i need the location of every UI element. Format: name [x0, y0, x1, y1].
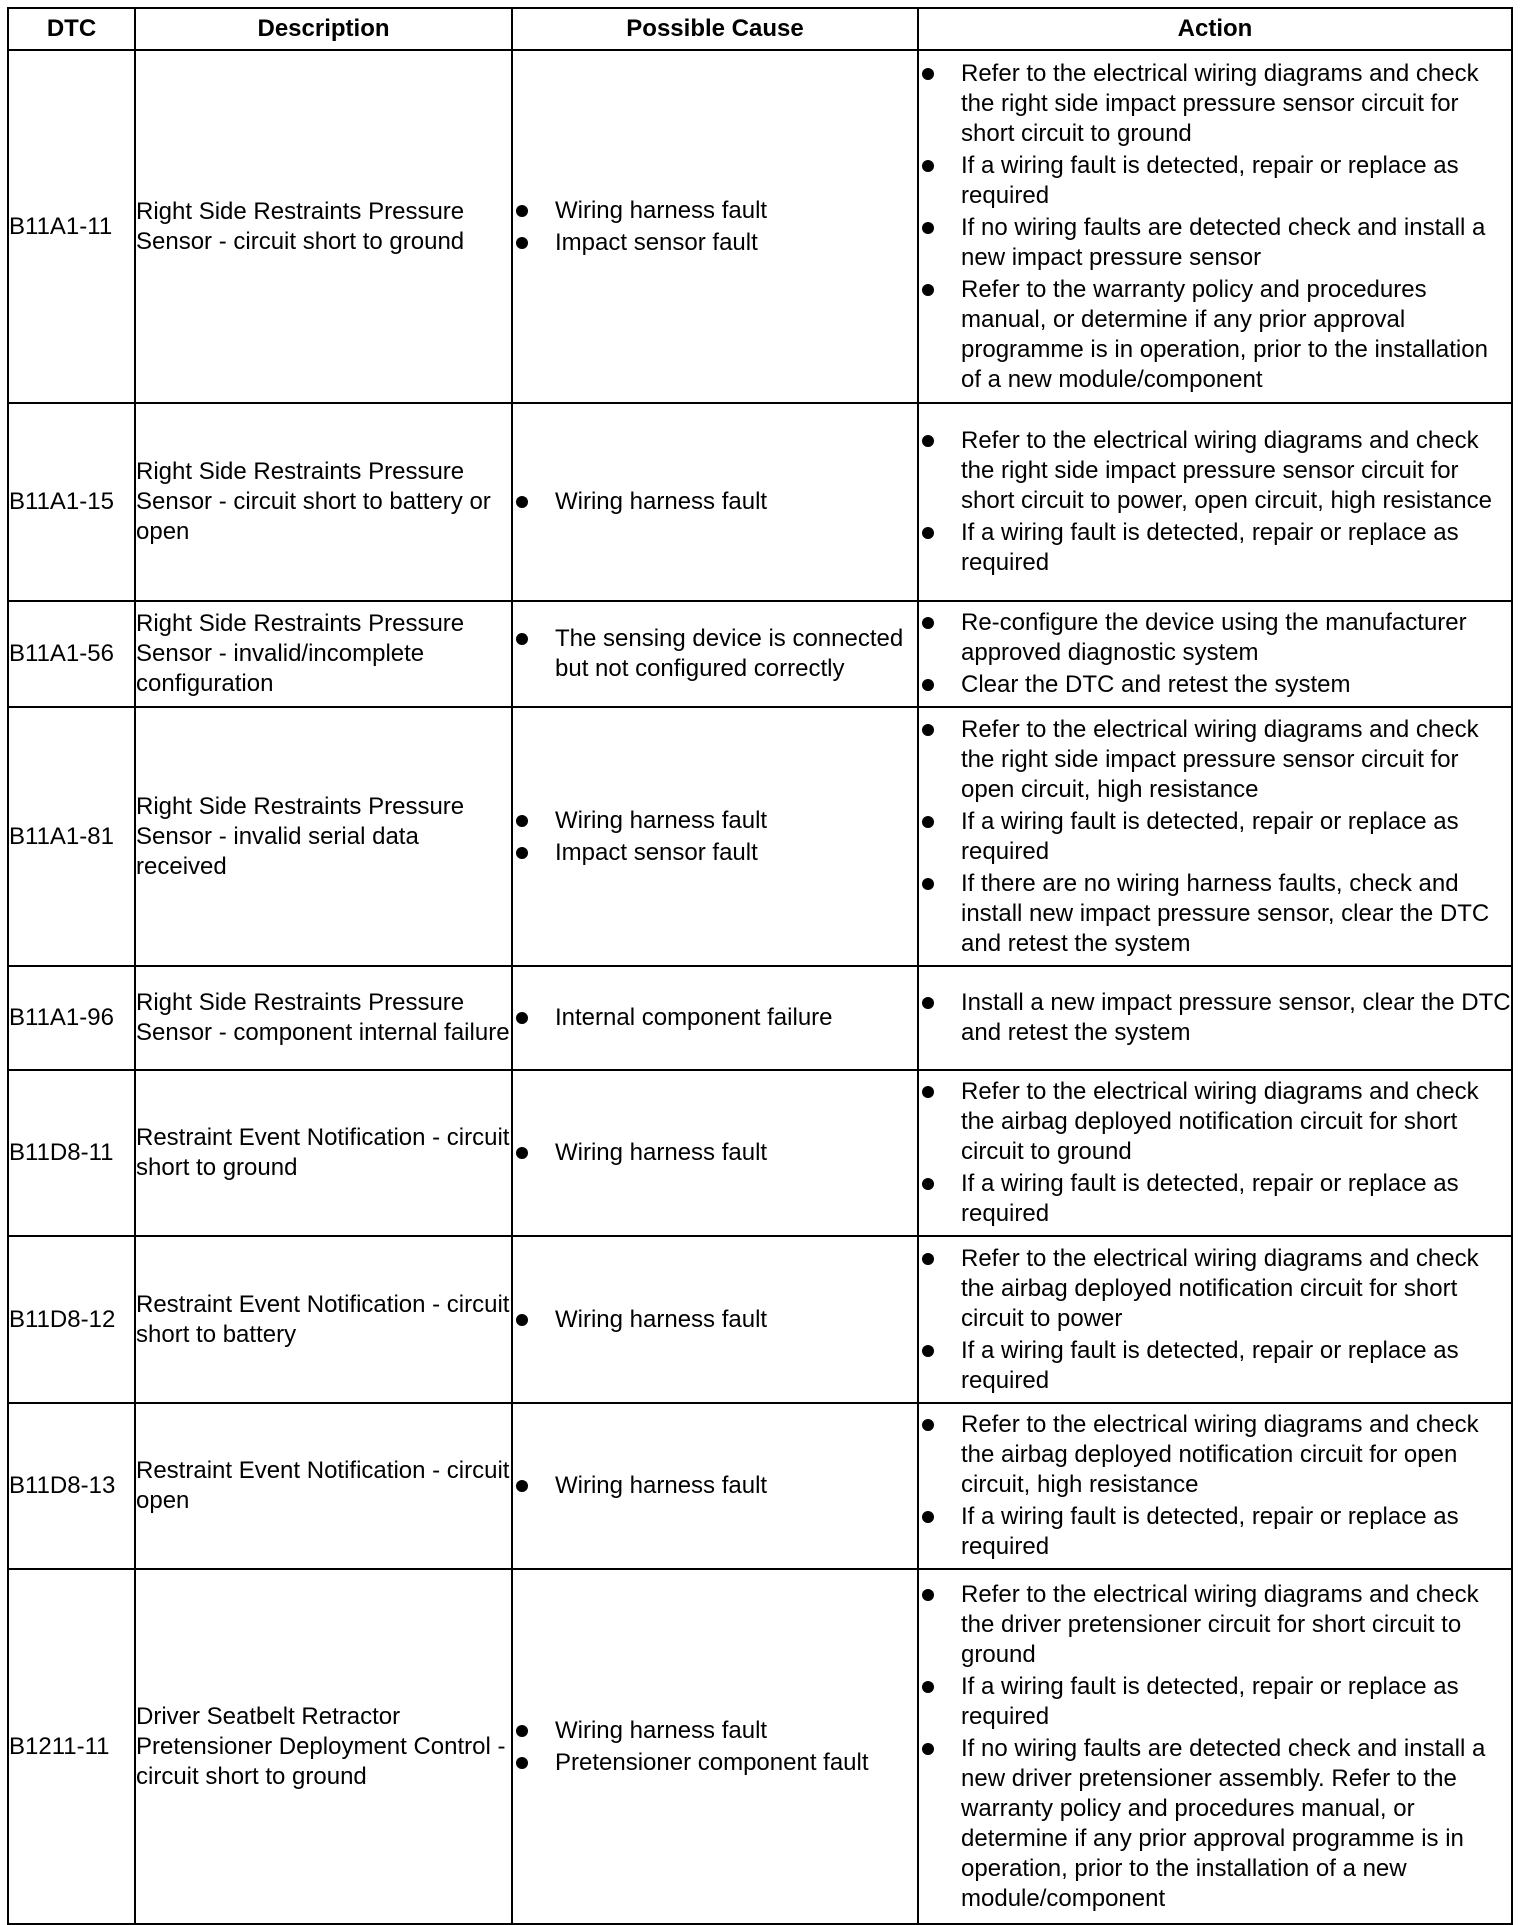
dtc-code: B11A1-96: [8, 966, 135, 1070]
dtc-code: B1211-11: [8, 1569, 135, 1924]
dtc-code: B11D8-13: [8, 1403, 135, 1569]
action-cell: [918, 50, 1512, 403]
cause-list: [513, 1471, 917, 1501]
possible-cause-cell: [512, 601, 918, 707]
action-item: Refer to the electrical wiring diagrams and check the driver pretensioner circuit for short circuit to ground: [919, 1580, 1511, 1670]
possible-cause-cell: [512, 1070, 918, 1236]
action-cell: [918, 707, 1512, 966]
action-list: [919, 715, 1511, 959]
cause-list: [513, 1003, 917, 1033]
dtc-description: Restraint Event Notification - circuit short to battery: [135, 1236, 512, 1403]
table-row: [8, 1569, 1512, 1924]
dtc-description: Right Side Restraints Pressure Sensor - invalid/incomplete configuration: [135, 601, 512, 707]
action-item: If a wiring fault is detected, repair or replace as required: [919, 1169, 1511, 1229]
action-item: If no wiring faults are detected check and install a new driver pretensioner assembly. Refer to the warranty policy and procedures manual, or determine if any prior approval programme is in operation, prior to the installation of a new module/component: [919, 1734, 1511, 1914]
action-item: Install a new impact pressure sensor, clear the DTC and retest the system: [919, 988, 1511, 1048]
cause-item: The sensing device is connected but not configured correctly: [513, 624, 917, 684]
cause-list: [513, 624, 917, 684]
action-list: [919, 1410, 1511, 1562]
action-item: If a wiring fault is detected, repair or replace as required: [919, 1672, 1511, 1732]
table-row: [8, 1403, 1512, 1569]
table-row: [8, 1070, 1512, 1236]
cause-list: [513, 1305, 917, 1335]
action-item: Refer to the warranty policy and procedures manual, or determine if any prior approval programme is in operation, prior to the installation of a new module/component: [919, 275, 1511, 395]
cause-item: Internal component failure: [513, 1003, 917, 1033]
table-header: [8, 8, 1512, 50]
table-body: [8, 50, 1512, 1924]
cause-list: [513, 806, 917, 868]
action-list: [919, 426, 1511, 578]
action-list: [919, 59, 1511, 395]
action-item: Re-configure the device using the manufacturer approved diagnostic system: [919, 608, 1511, 668]
cause-item: Wiring harness fault: [513, 1138, 917, 1168]
action-cell: [918, 1236, 1512, 1403]
cause-item: Wiring harness fault: [513, 196, 917, 226]
action-item: Refer to the electrical wiring diagrams and check the right side impact pressure sensor circuit for short circuit to ground: [919, 59, 1511, 149]
action-item: Refer to the electrical wiring diagrams and check the airbag deployed notification circuit for open circuit, high resistance: [919, 1410, 1511, 1500]
dtc-description: Right Side Restraints Pressure Sensor - invalid serial data received: [135, 707, 512, 966]
dtc-description: Restraint Event Notification - circuit short to ground: [135, 1070, 512, 1236]
cause-list: [513, 196, 917, 258]
cause-list: [513, 1716, 917, 1778]
header-description: Description: [135, 8, 512, 50]
cause-item: Wiring harness fault: [513, 806, 917, 836]
cause-item: Wiring harness fault: [513, 1305, 917, 1335]
action-item: If a wiring fault is detected, repair or replace as required: [919, 1336, 1511, 1396]
possible-cause-cell: [512, 50, 918, 403]
action-item: Refer to the electrical wiring diagrams and check the right side impact pressure sensor circuit for short circuit to power, open circuit, high resistance: [919, 426, 1511, 516]
possible-cause-cell: [512, 966, 918, 1070]
action-list: [919, 988, 1511, 1048]
header-possible-cause: Possible Cause: [512, 8, 918, 50]
cause-item: Pretensioner component fault: [513, 1748, 917, 1778]
action-item: If a wiring fault is detected, repair or replace as required: [919, 1502, 1511, 1562]
possible-cause-cell: [512, 1403, 918, 1569]
dtc-description: Right Side Restraints Pressure Sensor - circuit short to ground: [135, 50, 512, 403]
action-item: Clear the DTC and retest the system: [919, 670, 1511, 700]
table-row: [8, 601, 1512, 707]
cause-item: Impact sensor fault: [513, 228, 917, 258]
possible-cause-cell: [512, 1236, 918, 1403]
cause-list: [513, 1138, 917, 1168]
dtc-description: Right Side Restraints Pressure Sensor - circuit short to battery or open: [135, 403, 512, 601]
table-row: [8, 707, 1512, 966]
table-row: [8, 1236, 1512, 1403]
dtc-table: [7, 7, 1513, 1925]
action-item: If there are no wiring harness faults, check and install new impact pressure sensor, clear the DTC and retest the system: [919, 869, 1511, 959]
header-action: Action: [918, 8, 1512, 50]
possible-cause-cell: [512, 1569, 918, 1924]
dtc-code: B11A1-15: [8, 403, 135, 601]
action-cell: [918, 1403, 1512, 1569]
cause-item: Wiring harness fault: [513, 1471, 917, 1501]
cause-item: Wiring harness fault: [513, 1716, 917, 1746]
dtc-description: Restraint Event Notification - circuit open: [135, 1403, 512, 1569]
table-row: [8, 966, 1512, 1070]
action-cell: [918, 1569, 1512, 1924]
action-item: Refer to the electrical wiring diagrams and check the airbag deployed notification circuit for short circuit to power: [919, 1244, 1511, 1334]
cause-item: Wiring harness fault: [513, 487, 917, 517]
action-cell: [918, 1070, 1512, 1236]
action-list: [919, 1580, 1511, 1914]
action-item: If a wiring fault is detected, repair or replace as required: [919, 807, 1511, 867]
dtc-code: B11D8-12: [8, 1236, 135, 1403]
cause-list: [513, 487, 917, 517]
dtc-description: Driver Seatbelt Retractor Pretensioner Deployment Control - circuit short to ground: [135, 1569, 512, 1924]
cause-item: Impact sensor fault: [513, 838, 917, 868]
action-item: Refer to the electrical wiring diagrams and check the right side impact pressure sensor circuit for open circuit, high resistance: [919, 715, 1511, 805]
table-row: [8, 50, 1512, 403]
action-list: [919, 1244, 1511, 1396]
action-item: If a wiring fault is detected, repair or replace as required: [919, 518, 1511, 578]
action-list: [919, 608, 1511, 700]
action-item: Refer to the electrical wiring diagrams and check the airbag deployed notification circuit for short circuit to ground: [919, 1077, 1511, 1167]
dtc-code: B11D8-11: [8, 1070, 135, 1236]
dtc-code: B11A1-81: [8, 707, 135, 966]
action-item: If no wiring faults are detected check and install a new impact pressure sensor: [919, 213, 1511, 273]
action-list: [919, 1077, 1511, 1229]
header-dtc: DTC: [8, 8, 135, 50]
action-cell: [918, 601, 1512, 707]
dtc-description: Right Side Restraints Pressure Sensor - component internal failure: [135, 966, 512, 1070]
action-item: If a wiring fault is detected, repair or replace as required: [919, 151, 1511, 211]
action-cell: [918, 403, 1512, 601]
possible-cause-cell: [512, 403, 918, 601]
dtc-code: B11A1-56: [8, 601, 135, 707]
possible-cause-cell: [512, 707, 918, 966]
header-row: [8, 8, 1512, 50]
table-row: [8, 403, 1512, 601]
dtc-code: B11A1-11: [8, 50, 135, 403]
action-cell: [918, 966, 1512, 1070]
